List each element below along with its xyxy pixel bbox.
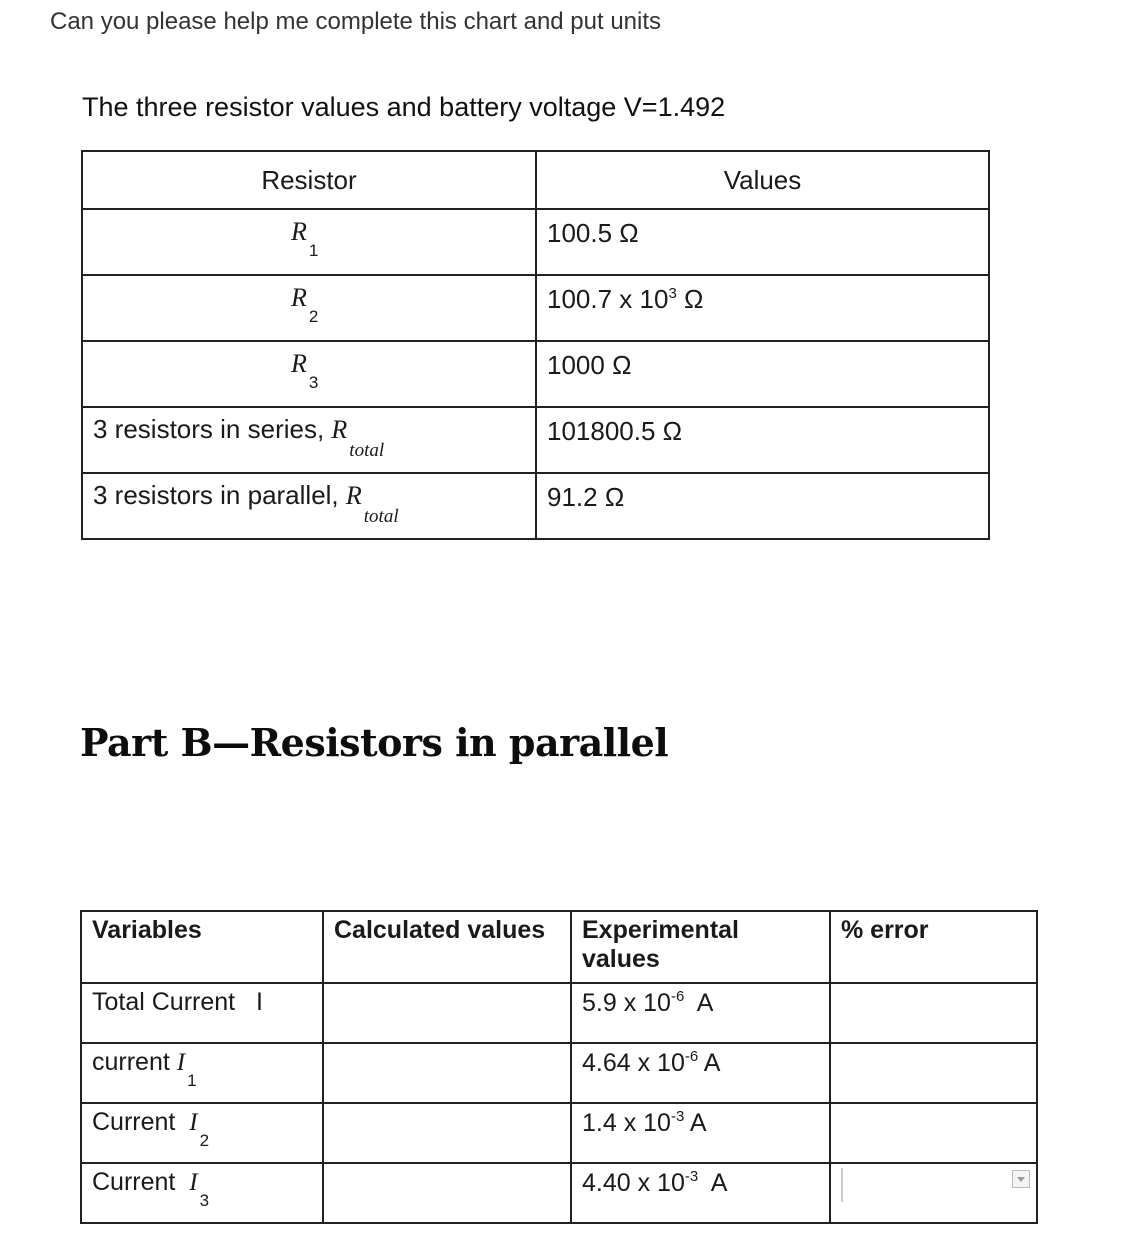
value-unit: A <box>698 1049 721 1077</box>
value-r1-cell[interactable] <box>536 209 989 275</box>
header-values: Values <box>536 151 989 209</box>
variable-label: current <box>92 1048 177 1076</box>
resistor-r1-cell <box>82 209 536 275</box>
header-experimental: Experimental values <box>571 911 830 983</box>
question-text: Can you please help me complete this chart and put units <box>50 8 662 35</box>
value-text: 91.2 Ω <box>547 482 625 512</box>
experimental-cell[interactable] <box>571 1103 830 1163</box>
table-row <box>82 407 989 473</box>
series-value-cell[interactable] <box>536 407 989 473</box>
symbol: R <box>291 283 307 312</box>
table-row <box>81 1103 1037 1163</box>
table-row <box>82 275 989 341</box>
calculated-cell[interactable] <box>323 1043 571 1103</box>
value-unit: A <box>698 1169 728 1197</box>
table-row <box>82 209 989 275</box>
exponent: -3 <box>684 1168 699 1185</box>
value-text: 1000 Ω <box>547 350 632 380</box>
calculated-cell[interactable] <box>323 983 571 1043</box>
symbol: R <box>331 415 348 444</box>
symbol: R <box>291 349 307 378</box>
parallel-label: 3 resistors in parallel, <box>93 480 346 510</box>
experimental-cell[interactable] <box>571 1043 830 1103</box>
parallel-currents-table <box>80 910 1038 1224</box>
header-calculated: Calculated values <box>323 911 571 983</box>
header-variables: Variables <box>81 911 323 983</box>
subscript: 2 <box>308 307 319 326</box>
variable-cell <box>81 983 323 1043</box>
value-text: 101800.5 Ω <box>547 416 683 446</box>
value-r3-cell[interactable] <box>536 341 989 407</box>
symbol: I <box>176 1049 186 1076</box>
variable-label: Total Current I <box>92 988 263 1016</box>
error-cell[interactable] <box>830 1163 1037 1223</box>
table-row <box>81 1043 1037 1103</box>
dropdown-arrow-icon[interactable] <box>1012 1170 1030 1188</box>
value-unit: A <box>684 1109 707 1137</box>
resistor-r3-cell <box>82 341 536 407</box>
value-text: 5.9 x 10 <box>582 989 671 1017</box>
section-heading: Part B—Resistors in parallel <box>80 720 669 765</box>
header-error: % error <box>830 911 1037 983</box>
table-row <box>82 473 989 539</box>
table-header-row <box>81 911 1037 983</box>
value-text: 4.64 x 10 <box>582 1049 685 1077</box>
table-row <box>81 983 1037 1043</box>
experimental-cell[interactable] <box>571 983 830 1043</box>
error-cell[interactable] <box>830 983 1037 1043</box>
variable-cell <box>81 1103 323 1163</box>
value-text: 1.4 x 10 <box>582 1109 671 1137</box>
variable-cell <box>81 1043 323 1103</box>
parallel-label-cell <box>82 473 536 539</box>
experimental-cell[interactable] <box>571 1163 830 1223</box>
value-r2-cell[interactable] <box>536 275 989 341</box>
subscript: 1 <box>187 1071 197 1090</box>
resistor-values-table <box>81 150 990 540</box>
subscript: 2 <box>199 1131 210 1150</box>
subscript: total <box>349 440 385 461</box>
error-input[interactable] <box>841 1168 1026 1222</box>
series-label-cell <box>82 407 536 473</box>
exponent: -6 <box>684 1048 699 1065</box>
value-unit: Ω <box>676 284 704 314</box>
parallel-value-cell[interactable] <box>536 473 989 539</box>
error-cell[interactable] <box>830 1103 1037 1163</box>
header-resistor: Resistor <box>82 151 536 209</box>
table-row <box>81 1163 1037 1223</box>
subscript: total <box>363 506 399 527</box>
value-text: 100.7 x 10 <box>547 284 669 314</box>
value-text: 100.5 Ω <box>547 218 639 248</box>
calculated-cell[interactable] <box>323 1103 571 1163</box>
subscript: 1 <box>308 241 319 260</box>
text-cursor <box>841 1168 843 1202</box>
variable-cell <box>81 1163 323 1223</box>
calculated-cell[interactable] <box>323 1163 571 1223</box>
subscript: 3 <box>199 1191 210 1210</box>
error-cell[interactable] <box>830 1043 1037 1103</box>
value-text: 4.40 x 10 <box>582 1169 685 1197</box>
intro-text: The three resistor values and battery voltage V=1.492 <box>82 92 726 122</box>
table-header-row <box>82 151 989 209</box>
exponent: -6 <box>670 988 685 1005</box>
table-row <box>82 341 989 407</box>
variable-label: Current <box>92 1108 190 1136</box>
variable-label: Current <box>92 1168 190 1196</box>
value-unit: A <box>684 989 714 1017</box>
resistor-r2-cell <box>82 275 536 341</box>
series-label: 3 resistors in series, <box>93 414 332 444</box>
symbol: R <box>291 217 307 246</box>
symbol: I <box>189 1169 198 1196</box>
subscript: 3 <box>308 373 319 392</box>
symbol: R <box>345 481 362 510</box>
symbol: I <box>189 1109 198 1136</box>
exponent: -3 <box>670 1108 685 1125</box>
exponent: 3 <box>668 285 677 302</box>
